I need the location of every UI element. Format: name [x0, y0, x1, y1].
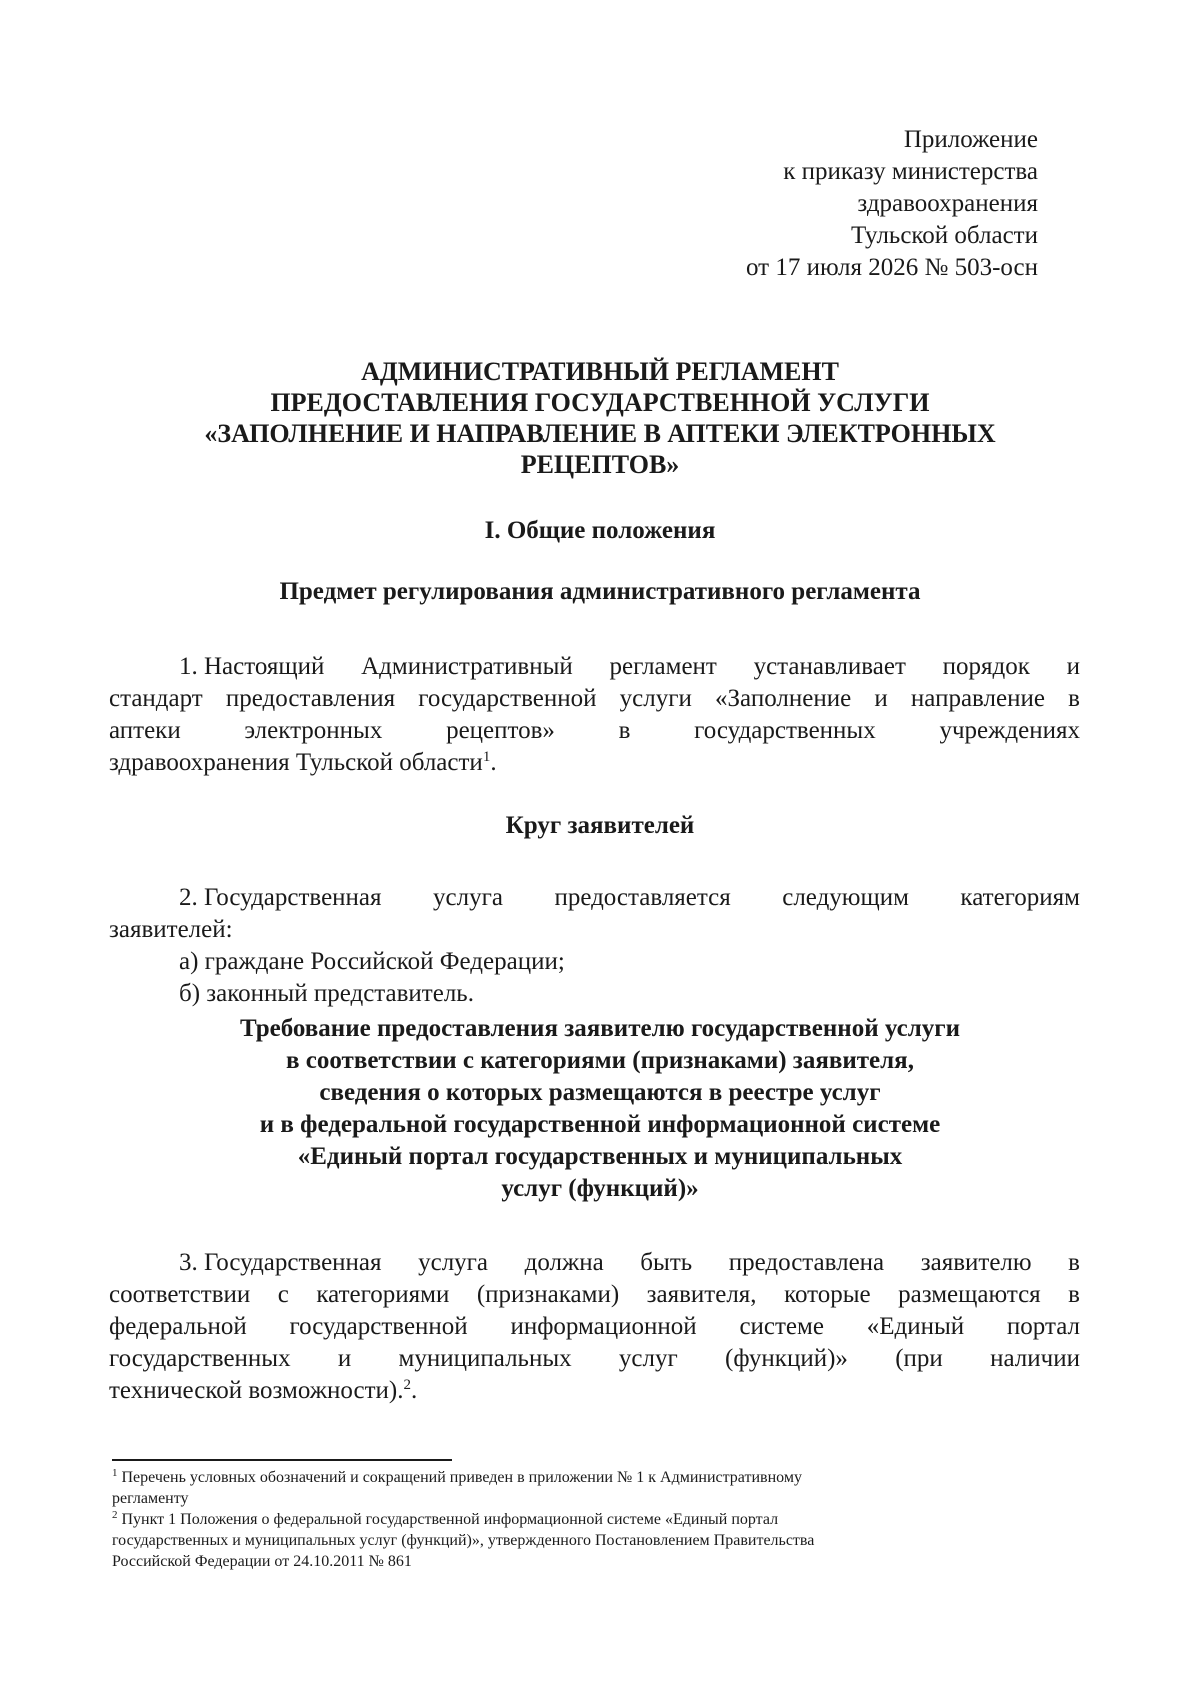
word: регламент: [609, 653, 717, 680]
paragraph-line: [109, 1279, 1080, 1311]
word: государственной: [418, 685, 597, 712]
footnote-text: регламенту: [112, 1490, 189, 1507]
word: устанавливает: [753, 653, 906, 680]
word: 2. Государственная: [179, 884, 382, 911]
footnote-2: [112, 1509, 1012, 1530]
word: портал: [1006, 1313, 1080, 1340]
word: услуга: [433, 884, 503, 911]
paragraph-line: [109, 1375, 1080, 1407]
footnotes: [112, 1467, 1012, 1572]
paragraph-line: [109, 882, 1080, 914]
footnote-ref-1: 1: [482, 749, 491, 765]
paragraph-text: технической возможности).: [109, 1377, 404, 1404]
word: 1. Настоящий: [179, 653, 325, 680]
word: услуга: [418, 1249, 489, 1276]
word: учреждениях: [939, 717, 1080, 744]
footnote-ref-2: 2: [403, 1377, 411, 1393]
word: электронных: [244, 717, 383, 744]
footnote-text: Пункт 1 Положения о федеральной государственной информационной системе «Единый портал: [117, 1511, 779, 1528]
paragraph-3: [109, 1247, 1080, 1407]
word: (при: [895, 1345, 943, 1372]
word: размещаются: [898, 1281, 1041, 1308]
word: «Заполнение: [715, 685, 852, 712]
word: предоставлена: [728, 1249, 885, 1276]
footnote-divider: [112, 1459, 452, 1461]
heading-line: услуг (функций)»: [501, 1175, 699, 1202]
footnote-mark: 1: [112, 1467, 118, 1479]
appendix-block: [746, 124, 1038, 284]
word: в: [618, 717, 631, 744]
footnote-text: Российской Федерации от 24.10.2011 № 861: [112, 1553, 412, 1570]
paragraph-text: .: [490, 749, 497, 776]
word: в: [1068, 685, 1080, 712]
word: Административный: [361, 653, 573, 680]
footnote-text: Перечень условных обозначений и сокращений приведен в приложении № 1 к Административному: [117, 1469, 802, 1486]
word: «Единый: [866, 1313, 965, 1340]
appendix-line: здравоохранения: [857, 190, 1038, 217]
document-title: [0, 356, 1200, 480]
word: соответствии: [109, 1281, 251, 1308]
heading-line: и в федеральной государственной информационной системе: [259, 1111, 941, 1138]
word: предоставления: [225, 685, 396, 712]
appendix-line: Тульской области: [851, 222, 1038, 249]
word: в: [1068, 1249, 1080, 1276]
word: и: [874, 685, 888, 712]
paragraph-line: [109, 683, 1080, 715]
word: следующим: [782, 884, 909, 911]
word: наличии: [990, 1345, 1080, 1372]
list-item: а) граждане Российской Федерации;: [179, 948, 565, 975]
section-title: I. Общие положения: [484, 517, 716, 544]
footnote-text: государственных и муниципальных услуг (функций)», утвержденного Постановлением Правительства: [112, 1532, 815, 1549]
word: которые: [784, 1281, 871, 1308]
word: предоставляется: [554, 884, 731, 911]
appendix-line: Приложение: [903, 126, 1038, 153]
paragraph-text: здравоохранения Тульской области: [109, 749, 483, 776]
paragraph-line: заявителей:: [109, 916, 233, 943]
word: государственных: [694, 717, 876, 744]
appendix-date-number: от 17 июля 2026 № 503-осн: [745, 254, 1038, 281]
word: услуги: [619, 685, 692, 712]
paragraph-line: [109, 747, 1080, 779]
title-line: РЕЦЕПТОВ»: [520, 450, 680, 479]
title-line: «ЗАПОЛНЕНИЕ И НАПРАВЛЕНИЕ В АПТЕКИ ЭЛЕКТРОННЫХ: [204, 419, 996, 448]
word: должна: [524, 1249, 604, 1276]
word: (функций)»: [725, 1345, 848, 1372]
heading-line: «Единый портал государственных и муниципальных: [297, 1143, 903, 1170]
paragraph-line: [109, 651, 1080, 683]
word: 3. Государственная: [179, 1249, 382, 1276]
word: порядок: [942, 653, 1030, 680]
word: категориям: [960, 884, 1080, 911]
word: категориями: [316, 1281, 450, 1308]
word: (признаками): [476, 1281, 620, 1308]
subsection-heading-requirement: [0, 1013, 1200, 1205]
paragraph-line: [109, 1247, 1080, 1279]
paragraph-line: [109, 1311, 1080, 1343]
word: и: [337, 1345, 352, 1372]
paragraph-2: [109, 882, 1080, 1010]
word: услуг: [618, 1345, 678, 1372]
word: заявителю: [920, 1249, 1032, 1276]
word: государственной: [289, 1313, 468, 1340]
word: с: [277, 1281, 289, 1308]
word: и: [1066, 653, 1080, 680]
word: стандарт: [109, 685, 203, 712]
heading-line: в соответствии с категориями (признаками) заявителя,: [286, 1047, 914, 1074]
section-heading: [0, 515, 1200, 547]
footnote-mark: 2: [112, 1509, 118, 1521]
subsection-heading-applicants: [0, 810, 1200, 842]
heading-line: Требование предоставления заявителю государственной услуги: [240, 1015, 960, 1042]
subsection-title: Предмет регулирования административного регламента: [279, 578, 921, 605]
subsection-title: Круг заявителей: [505, 812, 695, 839]
word: аптеки: [109, 717, 181, 744]
paragraph-line: [109, 1343, 1080, 1375]
title-line: АДМИНИСТРАТИВНЫЙ РЕГЛАМЕНТ: [361, 357, 839, 386]
word: федеральной: [109, 1313, 247, 1340]
title-line: ПРЕДОСТАВЛЕНИЯ ГОСУДАРСТВЕННОЙ УСЛУГИ: [270, 388, 930, 417]
word: информационной: [510, 1313, 697, 1340]
word: системе: [739, 1313, 824, 1340]
appendix-line: к приказу министерства: [783, 158, 1038, 185]
word: быть: [640, 1249, 693, 1276]
footnote-1: [112, 1467, 1012, 1488]
paragraph-1: [109, 651, 1080, 779]
subsection-heading-subject: [0, 576, 1200, 608]
word: государственных: [109, 1345, 291, 1372]
word: направление: [910, 685, 1045, 712]
word: муниципальных: [398, 1345, 572, 1372]
list-item: б) законный представитель.: [179, 980, 474, 1007]
paragraph-text: .: [410, 1377, 418, 1404]
word: заявителя,: [646, 1281, 757, 1308]
heading-line: сведения о которых размещаются в реестре услуг: [319, 1079, 881, 1106]
word: в: [1068, 1281, 1080, 1308]
word: рецептов»: [446, 717, 555, 744]
paragraph-line: [109, 715, 1080, 747]
